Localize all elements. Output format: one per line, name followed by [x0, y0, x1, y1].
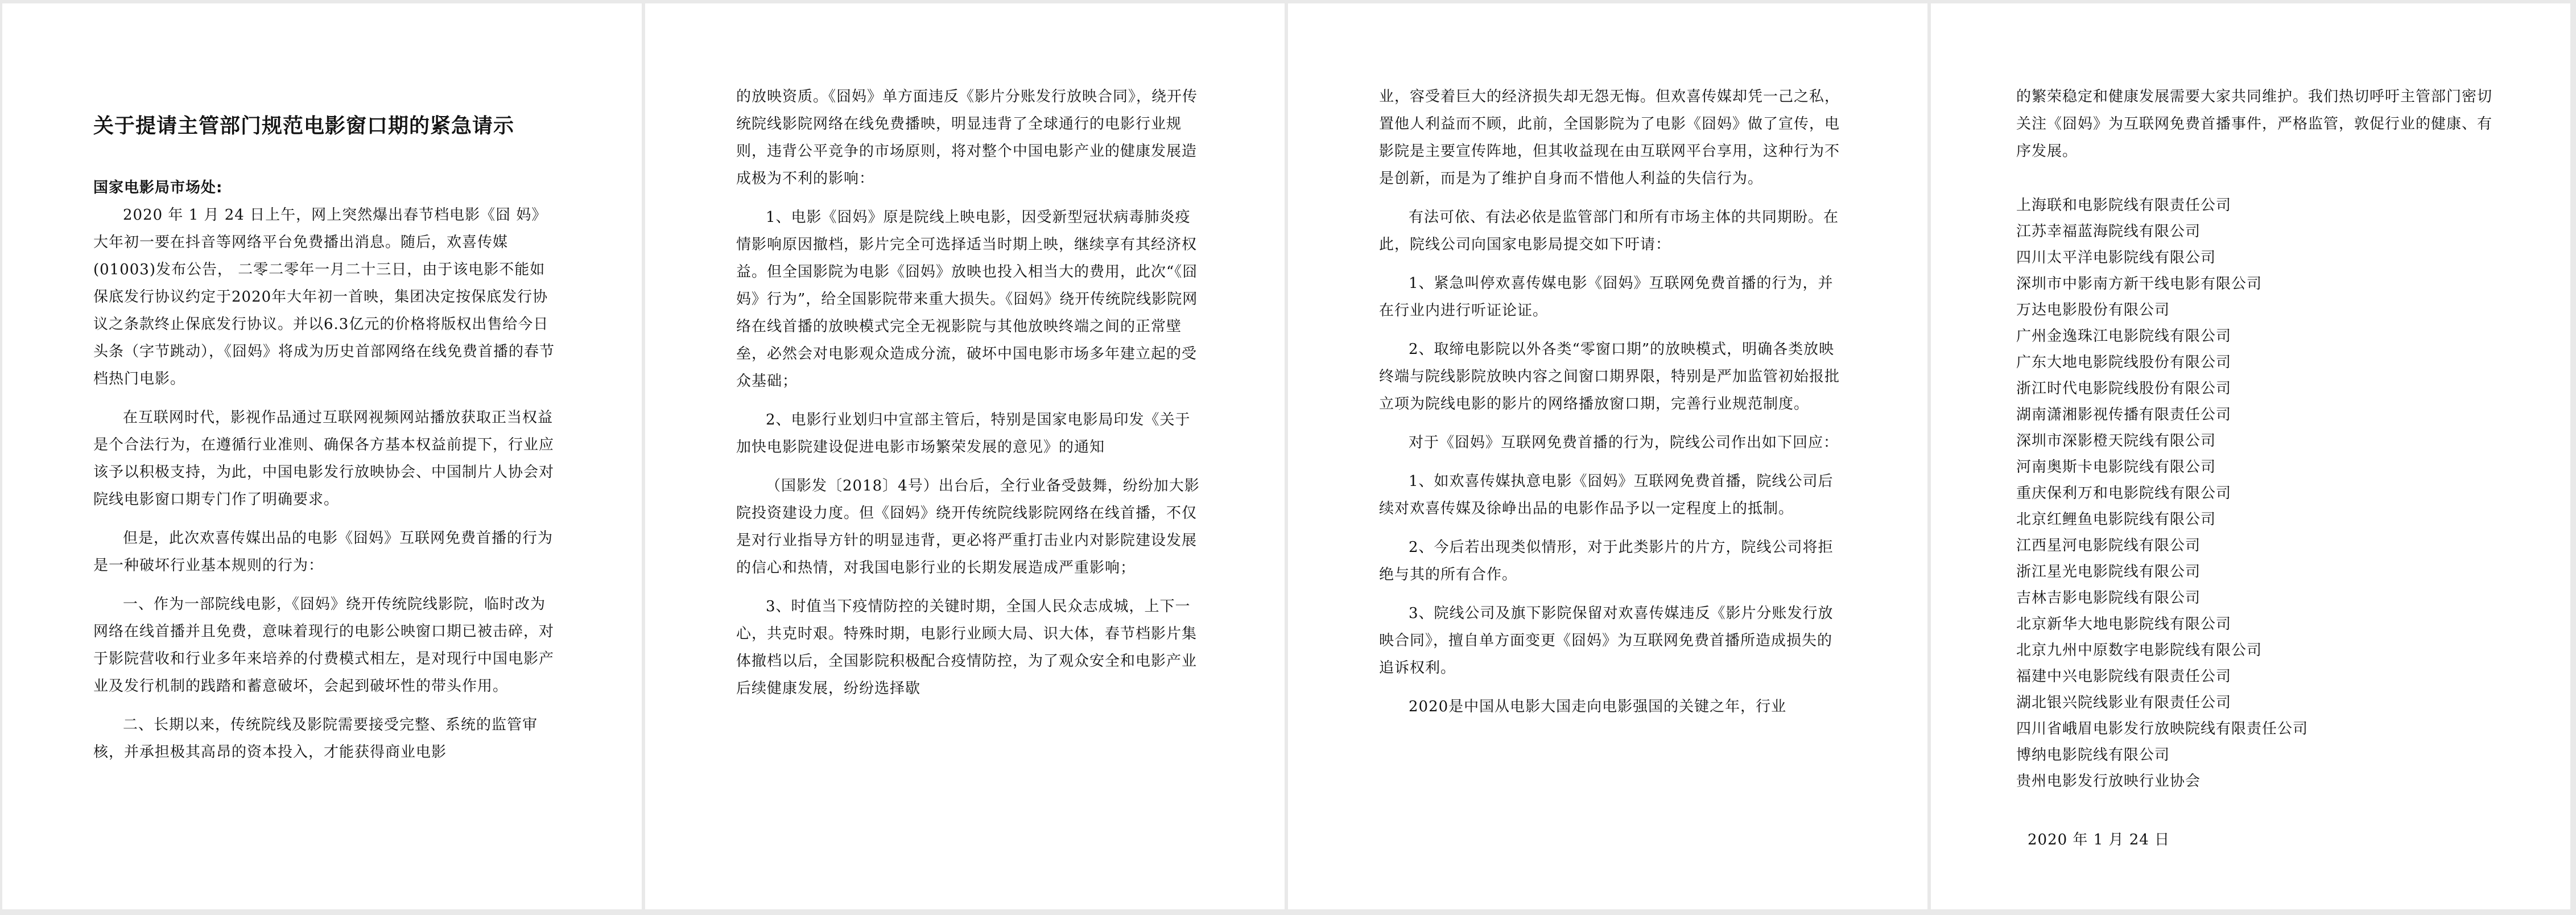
- signatory: 河南奥斯卡电影院线有限公司: [2016, 459, 2216, 476]
- signatory: 福建中兴电影院线有限责任公司: [2016, 668, 2232, 685]
- page-2-column: [736, 3, 1203, 909]
- document-page-1: [2, 3, 642, 909]
- document-page-2: [645, 3, 1285, 909]
- paragraph: 1、电影《囧妈》原是院线上映电影，因受新型冠状病毒肺炎疫情影响原因撤档，影片完全可选择适当时期上映，继续享有其经济权益。但全国影院为电影《囧妈》放映也投入相当大的费用，此次“《囧妈》行为”，给全国影院带来重大损失。《囧妈》绕开传统院线影院网络在线首播的放映模式完全无视影院与其他放映终端之间的正常壁垒，必然会对电影观众造成分流，破坏中国电影市场多年建立起的受众基础；: [736, 209, 1198, 390]
- signatory: 深圳市中影南方新干线电影有限公司: [2016, 275, 2263, 292]
- document-date: 2020 年 1 月 24 日: [2028, 831, 2170, 848]
- signatory: 四川太平洋电影院线有限公司: [2016, 249, 2216, 266]
- signatory: 北京九州中原数字电影院线有限公司: [2016, 642, 2263, 659]
- signatory: 重庆保利万和电影院线有限公司: [2016, 485, 2232, 502]
- paragraph: 对于《囧妈》互联网免费首播的行为，院线公司作出如下回应：: [1409, 434, 1839, 451]
- signatory: 北京新华大地电影院线有限公司: [2016, 616, 2232, 633]
- signatory: 上海联和电影院线有限责任公司: [2016, 197, 2232, 214]
- paragraph: 2、电影行业划归中宣部主管后，特别是国家电影局印发《关于加快电影院建设促进电影市场繁荣发展的意见》的通知: [736, 411, 1191, 456]
- signatory: 吉林吉影电影院线有限公司: [2016, 590, 2201, 607]
- signatory: 浙江星光电影院线有限公司: [2016, 563, 2201, 580]
- signatory: 广东大地电影院线股份有限公司: [2016, 354, 2232, 371]
- signatory: 湖南潇湘影视传播有限责任公司: [2016, 406, 2232, 423]
- paragraph: 但是，此次欢喜传媒出品的电影《囧妈》互联网免费首播的行为是一种破坏行业基本规则的行为：: [93, 530, 554, 574]
- paragraph: 有法可依、有法必依是监管部门和所有市场主体的共同期盼。在此，院线公司向国家电影局提交如下吁请：: [1379, 209, 1839, 253]
- signatory: 深圳市深影橙天院线有限公司: [2016, 432, 2216, 450]
- page-3-column: [1379, 3, 1846, 909]
- document-page-4: [1931, 3, 2570, 909]
- signatory: 贵州电影发行放映行业协会: [2016, 773, 2201, 790]
- document-page-3: [1288, 3, 1927, 909]
- paragraph: 的放映资质。《囧妈》单方面违反《影片分账发行放映合同》，绕开传统院线影院网络在线免费播映，明显违背了全球通行的电影行业规则，违背公平竞争的市场原则，将对整个中国电影产业的健康发展造成极为不利的影响：: [736, 88, 1198, 187]
- paragraph: 2、今后若出现类似情形，对于此类影片的片方，院线公司将拒绝与其的所有合作。: [1379, 539, 1834, 583]
- signatory: 湖北银兴院线影业有限责任公司: [2016, 694, 2232, 711]
- paragraph: 的繁荣稳定和健康发展需要大家共同维护。我们热切呼吁主管部门密切关注《囧妈》为互联网免费首播事件，严格监管，敦促行业的健康、有序发展。: [2016, 88, 2493, 160]
- paragraph: 2020 年 1 月 24 日上午，网上突然爆出春节档电影《囧 妈》大年初一要在抖音等网络平台免费播出消息。随后，欢喜传媒(01003)发布公告， 二零二零年一月二十三日，由于该电影不能如保底发行协议约定于2020年大年初一首映，集团决定按保底发行协议之条款终止保底发行协议。并以6.3亿元的价格将版权出售给今日头条（字节跳动），《囧妈》将成为历史首部网络在线免费首播的春节档热门电影。: [93, 207, 555, 388]
- addressee: 国家电影局市场处:: [93, 179, 223, 196]
- document-title: 关于提请主管部门规范电影窗口期的紧急请示: [93, 114, 515, 138]
- paragraph: 一、作为一部院线电影，《囧妈》绕开传统院线影院，临时改为网络在线首播并且免费，意味着现行的电影公映窗口期已被击碎，对于影院营收和行业多年来培养的付费模式相左，是对现行中国电影产业及发行机制的践踏和蓄意破坏，会起到破坏性的带头作用。: [93, 596, 555, 695]
- signatory: 江苏幸福蓝海院线有限公司: [2016, 223, 2201, 240]
- signatory-list: [2016, 192, 2494, 794]
- page-4-column: [2016, 3, 2494, 909]
- paragraph: 1、紧急叫停欢喜传媒电影《囧妈》互联网免费首播的行为，并在行业内进行听证论证。: [1379, 275, 1834, 319]
- signatory: 江西星河电影院线有限公司: [2016, 537, 2201, 554]
- paragraph: 1、如欢喜传媒执意电影《囧妈》互联网免费首播，院线公司后续对欢喜传媒及徐峥出品的电影作品予以一定程度上的抵制。: [1379, 473, 1834, 517]
- signatory: 浙江时代电影院线股份有限公司: [2016, 380, 2232, 397]
- paragraph: 3、时值当下疫情防控的关键时期，全国人民众志成城，上下一心，共克时艰。特殊时期，电影行业顾大局、识大体，春节档影片集体撤档以后，全国影院积极配合疫情防控，为了观众安全和电影产业后续健康发展，纷纷选择歇: [736, 598, 1198, 697]
- paragraph: （国影发〔2018〕4号）出台后，全行业备受鼓舞，纷纷加大影院投资建设力度。但《囧妈》绕开传统院线影院网络在线首播，不仅是对行业指导方针的明显违背，更必将严重打击业内对影院建设发展的信心和热情，对我国电影行业的长期发展造成严重影响；: [736, 477, 1200, 576]
- paragraph: 二、长期以来，传统院线及影院需要接受完整、系统的监管审核，并承担极其高昂的资本投入，才能获得商业电影: [93, 716, 538, 761]
- paragraph: 业，容受着巨大的经济损失却无怨无悔。但欢喜传媒却凭一己之私，置他人利益而不顾，此前，全国影院为了电影《囧妈》做了宣传，电影院是主要宣传阵地，但其收益现在由互联网平台享用，这种行为不是创新，而是为了维护自身而不惜他人利益的失信行为。: [1379, 88, 1840, 187]
- paragraph: 2、取缔电影院以外各类“零窗口期”的放映模式，明确各类放映终端与院线影院放映内容之间窗口期界限，特别是严加监管初始报批立项为院线电影的影片的网络播放窗口期，完善行业规范制度。: [1379, 341, 1840, 413]
- signatory: 广州金逸珠江电影院线有限公司: [2016, 328, 2232, 345]
- paragraph: 在互联网时代，影视作品通过互联网视频网站播放获取正当权益是个合法行为，在遵循行业准则、确保各方基本权益前提下，行业应该予以积极支持，为此，中国电影发行放映协会、中国制片人协会对院线电影窗口期专门作了明确要求。: [93, 409, 555, 508]
- signatory: 四川省峨眉电影发行放映院线有限责任公司: [2016, 720, 2309, 737]
- signatory: 北京红鲤鱼电影院线有限公司: [2016, 511, 2216, 528]
- signatory: 博纳电影院线有限公司: [2016, 747, 2170, 764]
- paragraph: 3、院线公司及旗下影院保留对欢喜传媒违反《影片分账发行放映合同》，擅自单方面变更《囧妈》为互联网免费首播所造成损失的追诉权利。: [1379, 605, 1834, 677]
- signatory: 万达电影股份有限公司: [2016, 302, 2170, 319]
- page-1-column: [93, 3, 560, 909]
- paragraph: 2020是中国从电影大国走向电影强国的关键之年，行业: [1409, 698, 1787, 715]
